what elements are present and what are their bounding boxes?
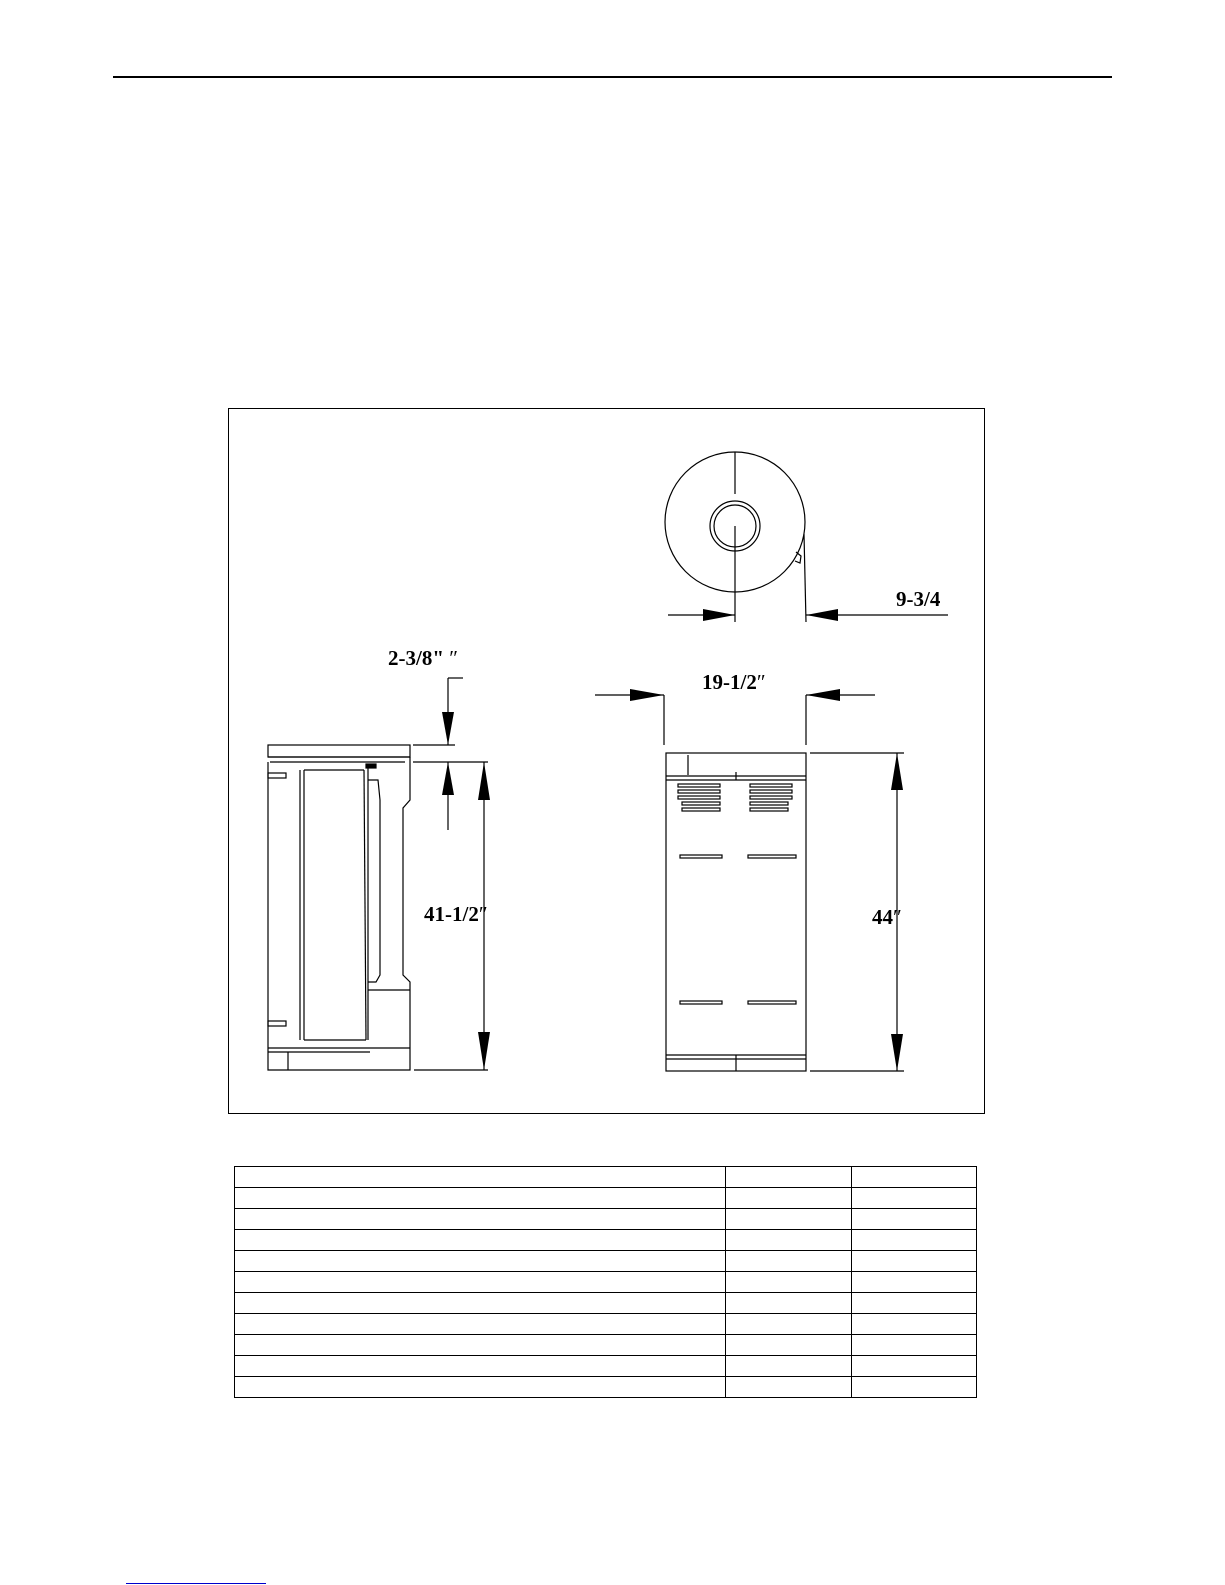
front-view-louvers-left: [678, 784, 720, 811]
top-view-right-extension: [804, 534, 806, 622]
dim-label-width: [702, 672, 766, 693]
table-row: [235, 1335, 977, 1356]
table-cell: [852, 1209, 977, 1230]
table-row: [235, 1293, 977, 1314]
table-row: [235, 1167, 977, 1188]
front-view-body: [666, 753, 806, 1071]
table-cell: [852, 1314, 977, 1335]
table-cell: [852, 1356, 977, 1377]
table-cell: [852, 1377, 977, 1398]
footer-link-underline[interactable]: [126, 1583, 266, 1584]
specification-table-body: [235, 1167, 977, 1398]
table-cell: [726, 1188, 852, 1209]
table-cell: [235, 1251, 726, 1272]
table-row: [235, 1314, 977, 1335]
dim-value-top-thickness: 2-3/8": [388, 646, 450, 670]
table-row: [235, 1251, 977, 1272]
table-cell: [726, 1314, 852, 1335]
inch-mark: ″: [756, 670, 766, 694]
side-view: [268, 678, 490, 1070]
table-cell: [235, 1188, 726, 1209]
table-cell: [852, 1230, 977, 1251]
side-view-top-plate: [268, 745, 410, 757]
table-cell: [235, 1356, 726, 1377]
table-row: [235, 1377, 977, 1398]
table-cell: [235, 1335, 726, 1356]
table-cell: [726, 1335, 852, 1356]
dim-value-body-height: 41-1/2: [424, 902, 479, 926]
dim-label-body-height: [424, 904, 488, 925]
table-cell: [852, 1272, 977, 1293]
table-cell: [852, 1335, 977, 1356]
dim-label-flue-offset: [896, 589, 940, 610]
dim-9-3-4-arrow-left: [703, 609, 735, 621]
table-cell: [726, 1377, 852, 1398]
inch-mark: ″: [478, 902, 488, 926]
front-view-louvers-right: [750, 784, 792, 811]
table-cell: [235, 1377, 726, 1398]
table-cell: [726, 1356, 852, 1377]
table-cell: [235, 1167, 726, 1188]
table-cell: [726, 1209, 852, 1230]
dim-9-3-4-arrow-right: [806, 609, 838, 621]
dim-value-overall-height: 44: [872, 905, 893, 929]
table-row: [235, 1209, 977, 1230]
table-cell: [235, 1209, 726, 1230]
table-cell: [726, 1272, 852, 1293]
dim-label-overall-height: [872, 907, 902, 928]
table-cell: [852, 1293, 977, 1314]
table-cell: [235, 1272, 726, 1293]
table-cell: [726, 1230, 852, 1251]
table-row: [235, 1188, 977, 1209]
table-row: [235, 1230, 977, 1251]
inch-mark: ″: [449, 646, 458, 670]
table-cell: [235, 1314, 726, 1335]
table-row: [235, 1356, 977, 1377]
front-view: [595, 689, 904, 1071]
side-view-body: [268, 757, 410, 1070]
table-cell: [726, 1251, 852, 1272]
table-cell: [726, 1167, 852, 1188]
table-row: [235, 1272, 977, 1293]
dim-label-top-thickness: [388, 648, 458, 669]
table-cell: [852, 1167, 977, 1188]
table-cell: [235, 1230, 726, 1251]
dim-value-flue-offset: 9-3/4: [896, 587, 941, 611]
table-cell: [852, 1188, 977, 1209]
inch-mark: ″: [893, 905, 902, 929]
table-cell: [235, 1293, 726, 1314]
dim-value-width: 19-1/2: [702, 670, 757, 694]
table-cell: [852, 1251, 977, 1272]
specification-table: [234, 1166, 977, 1398]
table-cell: [726, 1293, 852, 1314]
